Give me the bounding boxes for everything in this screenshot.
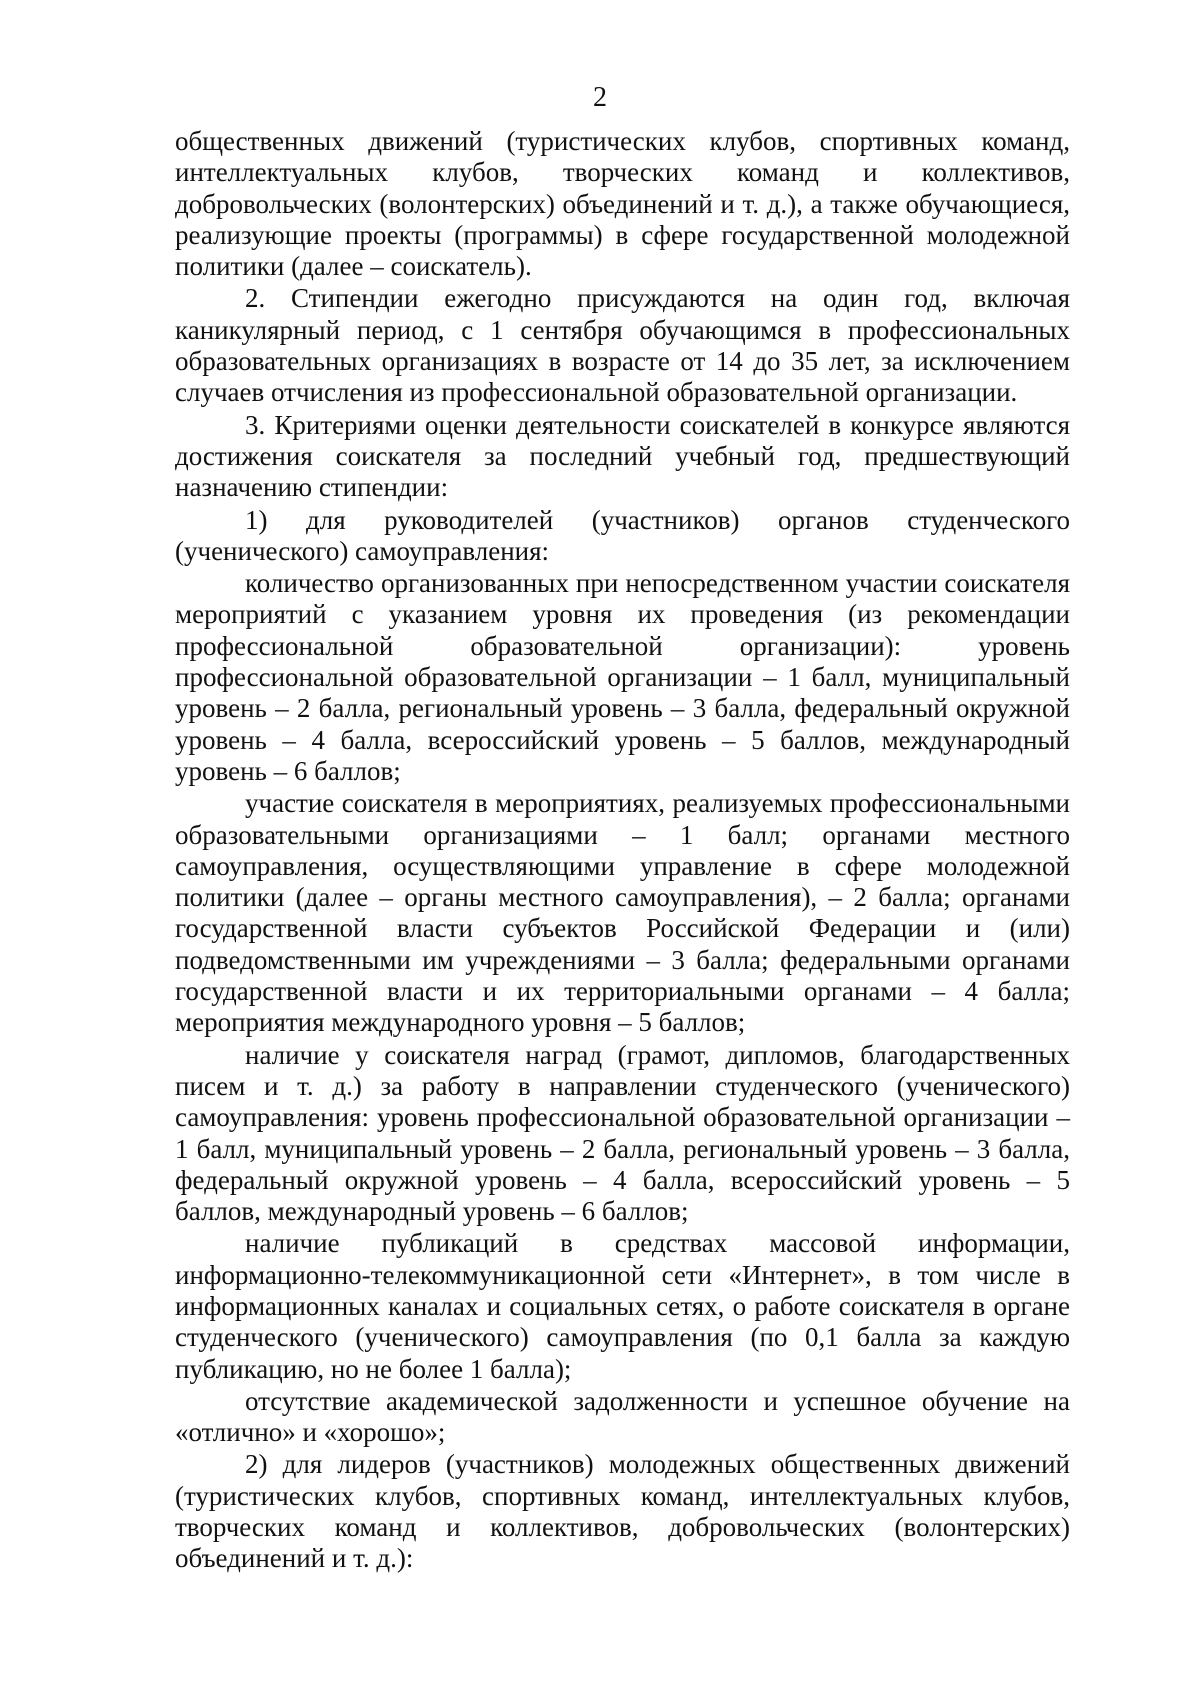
paragraph-awards: наличие у соискателя наград (грамот, дипломов, благодарственных писем и т. д.) за работу в направлении студенческого (ученического) самоуправления: уровень профессиональной образовательной организации – 1 балл, муниципальный уровень – 2 балла, региональный уровень – 3 балла, федеральный окружной уровень – 4 балла, всероссийский уровень – 5 баллов, международный уровень – 6 баллов; [175,1039,1070,1227]
paragraph-event-participation: участие соискателя в мероприятиях, реализуемых профессиональными образовательными организациями – 1 балл; органами местного самоуправления, осуществляющими управление в сфере молодежной политики (далее – органы местного самоуправления), – 2 балла; органами государственной власти субъектов Российской Федерации и (или) подведомственными им учреждениями – 3 балла; федеральными органами государственной власти и их территориальными органами – 4 балла; мероприятия международного уровня – 5 баллов; [175,788,1070,1038]
paragraph-3-evaluation-criteria: 3. Критериями оценки деятельности соискателей в конкурсе являются достижения соискателя за последний учебный год, предшествующий назначению стипендии: [175,409,1070,503]
paragraph-2-scholarship-term: 2. Стипендии ежегодно присуждаются на один год, включая каникулярный период, с 1 сентября обучающимся в профессиональных образовательных организациях в возрасте от 14 до 35 лет, за исключением случаев отчисления из профессиональной образовательной организации. [175,283,1070,408]
paragraph-academic-performance: отсутствие академической задолженности и успешное обучение на «отлично» и «хорошо»; [175,1385,1070,1448]
paragraph-publications: наличие публикаций в средствах массовой информации, информационно-телекоммуникационной сети «Интернет», в том числе в информационных каналах и социальных сетях, о работе соискателя в органе студенческого (ученического) самоуправления (по 0,1 балла за каждую публикацию, но не более 1 балла); [175,1228,1070,1384]
paragraph-applicant-definition: общественных движений (туристических клубов, спортивных команд, интеллектуальных клубов, творческих команд и коллективов, добровольческих (волонтерских) объединений и т. д.), а также обучающиеся, реализующие проекты (программы) в сфере государственной молодежной политики (далее – соискатель). [175,126,1070,282]
document-body [175,126,1070,1576]
page-number: 2 [593,82,607,113]
paragraph-criteria-1-self-government: 1) для руководителей (участников) органов студенческого (ученического) самоуправления: [175,504,1070,566]
paragraph-organized-events: количество организованных при непосредственном участии соискателя мероприятий с указанием уровня их проведения (из рекомендации профессиональной образовательной организации): уровень профессиональной образовательной организации – 1 балл, муниципальный уровень – 2 балла, региональный уровень – 3 балла, федеральный окружной уровень – 4 балла, всероссийский уровень – 5 баллов, международный уровень – 6 баллов; [175,568,1070,786]
paragraph-criteria-2-youth-movements: 2) для лидеров (участников) молодежных общественных движений (туристических клубов, спортивных команд, интеллектуальных клубов, творческих команд и коллективов, добровольческих (волонтерских) объединений и т. д.): [175,1449,1070,1574]
